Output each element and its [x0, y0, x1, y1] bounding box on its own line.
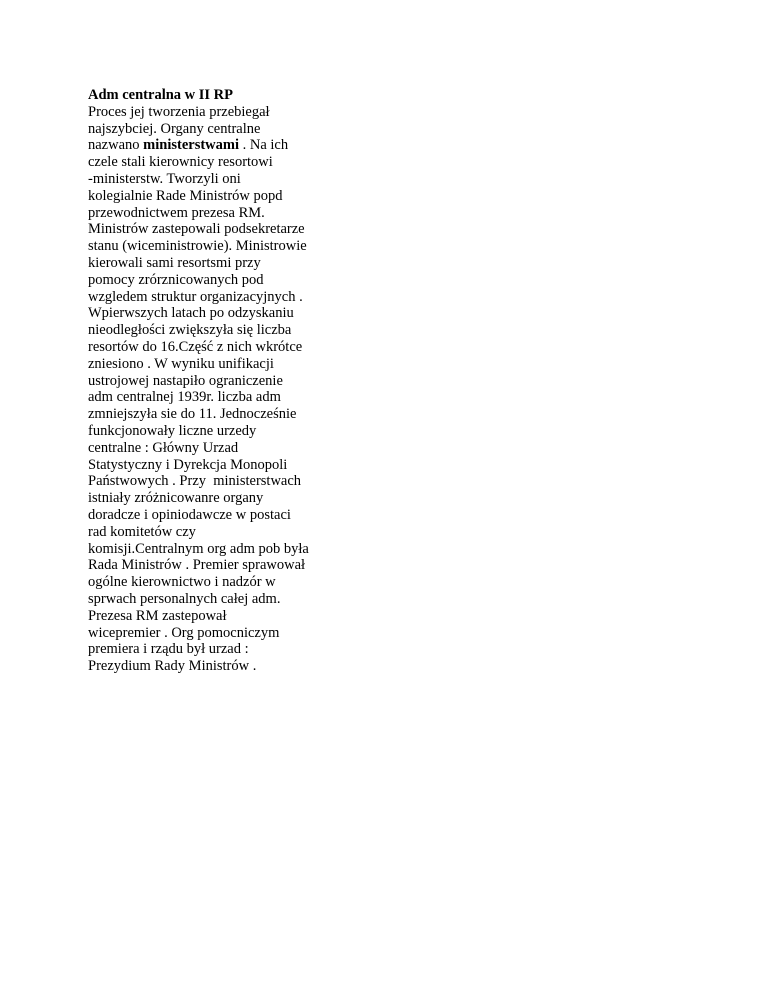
text-column: [88, 87, 328, 675]
text-line: nieodległości zwiększyła się liczba: [88, 322, 292, 339]
text-fragment: nazwano: [88, 137, 144, 154]
text-line: przewodnictwem prezesa RM.: [88, 204, 265, 221]
text-line-with-bold: [88, 137, 328, 154]
text-line: Państwowych . Przy ministerstwach: [88, 473, 302, 490]
bold-term: ministerstwami: [143, 137, 239, 154]
text-line: Statystyczny i Dyrekcja Monopoli: [88, 456, 288, 473]
text-line: Proces jej tworzenia przebiegał: [88, 103, 270, 120]
text-line: centralne : Główny Urzad: [88, 439, 239, 456]
text-line: wicepremier . Org pomocniczym: [88, 624, 280, 641]
text-line: Prezydium Rady Ministrów .: [88, 658, 257, 675]
text-line: Prezesa RM zastepował: [88, 607, 227, 624]
text-line: stanu (wiceministrowie). Ministrowie: [88, 238, 307, 255]
text-line: kolegialnie Rade Ministrów popd: [88, 187, 283, 204]
text-line: kierowali sami resortsmi przy: [88, 254, 261, 271]
text-line: Ministrów zastepowali podsekretarze: [88, 221, 305, 238]
text-line: premiera i rządu był urzad :: [88, 641, 249, 658]
text-line: resortów do 16.Część z nich wkrótce: [88, 338, 303, 355]
text-line: czele stali kierownicy resortowi: [88, 154, 273, 171]
text-line: Wpierwszych latach po odzyskaniu: [88, 305, 294, 322]
text-line: Rada Ministrów . Premier sprawował: [88, 557, 306, 574]
text-fragment: . Na ich: [239, 137, 289, 154]
text-line: -ministerstw. Tworzyli oni: [88, 170, 241, 187]
text-line: doradcze i opiniodawcze w postaci: [88, 506, 291, 523]
text-line: zmniejszyła sie do 11. Jednocześnie: [88, 406, 297, 423]
document-title: Adm centralna w II RP: [88, 87, 233, 103]
text-line: zniesiono . W wyniku unifikacji: [88, 355, 274, 372]
text-line: istniały zróżnicowanre organy: [88, 490, 264, 507]
text-line: ogólne kierownictwo i nadzór w: [88, 574, 276, 591]
text-line: sprwach personalnych całej adm.: [88, 590, 281, 607]
text-line: pomocy zrórznicowanych pod: [88, 271, 264, 288]
text-line: rad komitetów czy: [88, 523, 196, 540]
text-line: wzgledem struktur organizacyjnych .: [88, 288, 303, 305]
text-line: adm centralnej 1939r. liczba adm: [88, 389, 281, 406]
text-line: komisji.Centralnym org adm pob była: [88, 540, 309, 557]
text-line: ustrojowej nastapiło ograniczenie: [88, 372, 283, 389]
text-line: funkcjonowały liczne urzedy: [88, 422, 257, 439]
text-line: najszybciej. Organy centralne: [88, 120, 261, 137]
